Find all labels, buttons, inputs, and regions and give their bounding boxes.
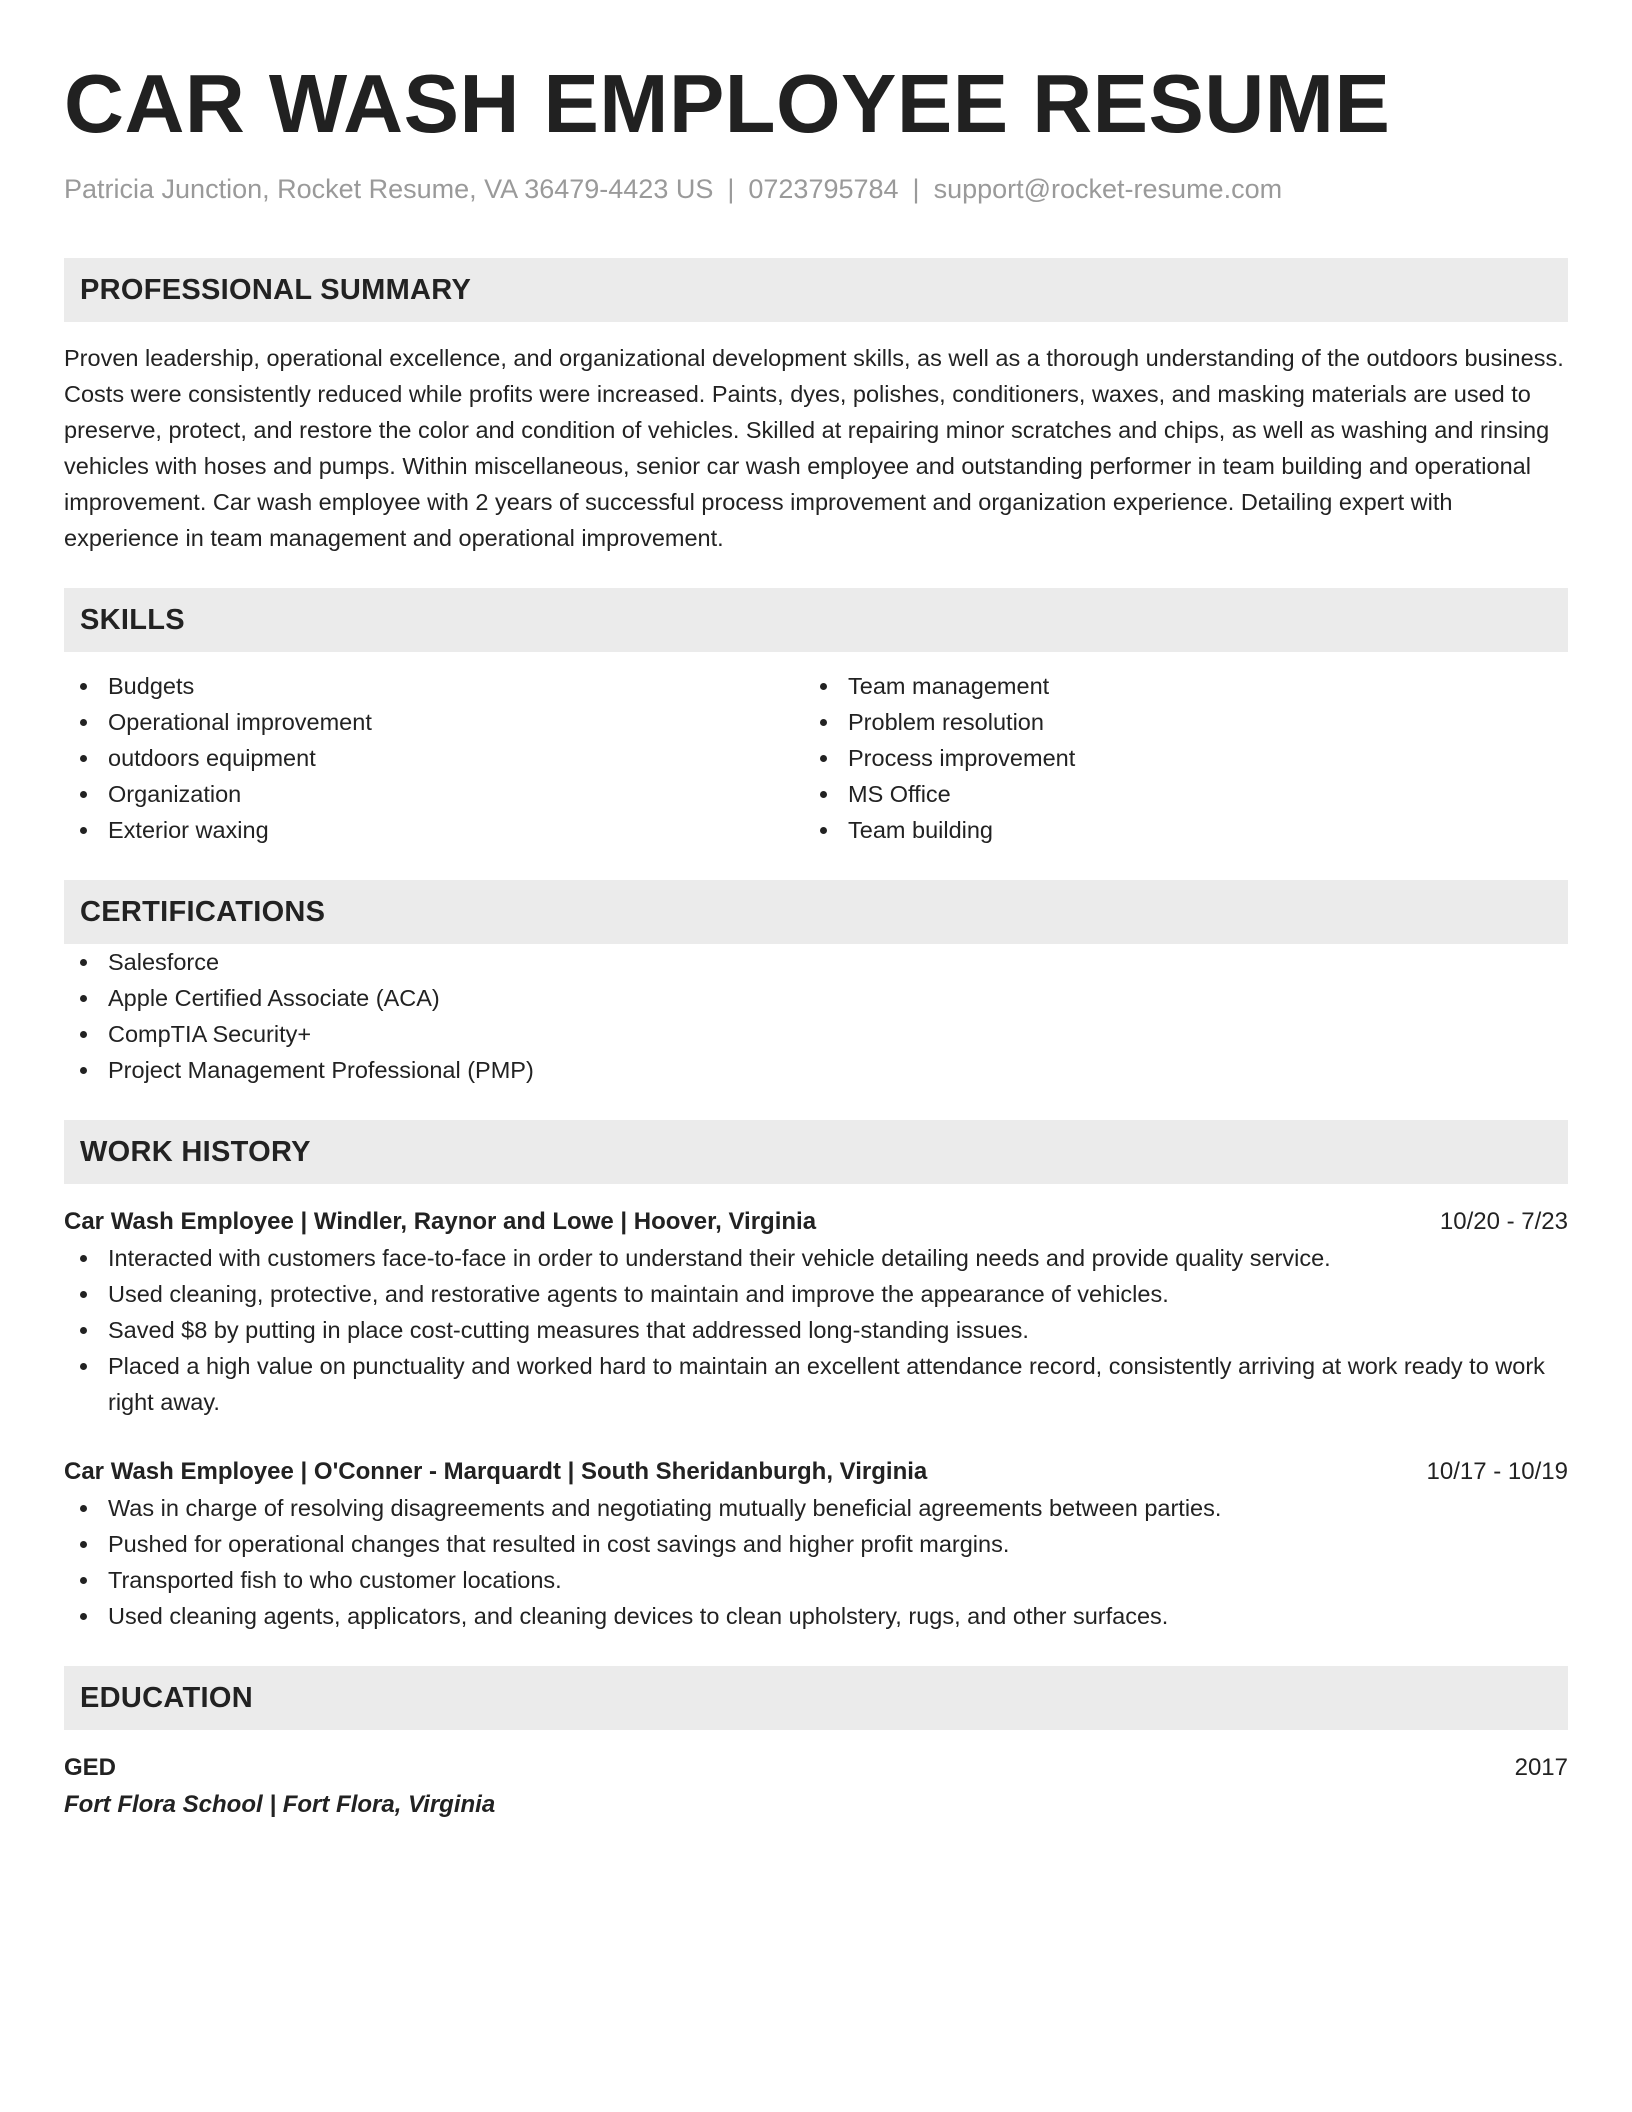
skill-label: Team building xyxy=(848,817,994,843)
job-dates: 10/20 - 7/23 xyxy=(1439,1208,1568,1235)
skill-label: Problem resolution xyxy=(848,709,1044,735)
skill-label: outdoors equipment xyxy=(108,745,316,771)
bullet-icon xyxy=(820,755,827,762)
skill-item xyxy=(804,812,1544,848)
section-heading-certifications: CERTIFICATIONS xyxy=(64,880,1568,944)
skill-item xyxy=(804,704,1544,740)
contact-address: Patricia Junction, Rocket Resume, VA 36479-4423 US xyxy=(64,174,714,204)
bullet-icon xyxy=(80,1031,87,1038)
section-heading-education: EDUCATION xyxy=(64,1666,1568,1730)
job-bullet xyxy=(64,1598,1568,1634)
job-bullet xyxy=(64,1562,1568,1598)
job-bullet xyxy=(64,1526,1568,1562)
certification-label: Salesforce xyxy=(108,949,220,975)
skills-grid xyxy=(64,668,1568,848)
skill-item xyxy=(804,668,1544,704)
skill-label: Budgets xyxy=(108,673,195,699)
skill-label: Operational improvement xyxy=(108,709,372,735)
job-title: Car Wash Employee | Windler, Raynor and Lowe | Hoover, Virginia xyxy=(64,1208,817,1235)
certification-item xyxy=(64,1016,1568,1052)
bullet-icon xyxy=(80,755,87,762)
job-bullet xyxy=(64,1490,1568,1526)
job-header xyxy=(64,1454,1568,1490)
job-bullet-text: Transported fish to who customer locations. xyxy=(108,1567,562,1593)
bullet-icon xyxy=(80,1327,87,1334)
bullet-icon xyxy=(80,1613,87,1620)
resume-title: CAR WASH EMPLOYEE RESUME xyxy=(64,57,1391,150)
certification-item xyxy=(64,944,1568,980)
skill-item xyxy=(64,668,804,704)
contact-separator: | xyxy=(727,174,735,204)
education-entry xyxy=(64,1750,1568,1824)
skill-label: Organization xyxy=(108,781,242,807)
skill-label: Team management xyxy=(848,673,1050,699)
job-bullet xyxy=(64,1240,1568,1276)
job-header xyxy=(64,1204,1568,1240)
education-year: 2017 xyxy=(1514,1754,1568,1781)
education-school: Fort Flora School | Fort Flora, Virginia xyxy=(64,1791,496,1818)
job-entry xyxy=(64,1204,1568,1420)
job-bullet xyxy=(64,1312,1568,1348)
skill-label: Exterior waxing xyxy=(108,817,269,843)
bullet-icon xyxy=(820,827,827,834)
summary-paragraph: Proven leadership, operational excellence, and organizational development skills, as well as a thorough understanding of the outdoors business. Costs were consistently reduced while profits were increased. Paints, dyes, polishes, conditioners, waxes, and masking materials are used to preserve, protect, and restore the color and condition of vehicles. Skilled at repairing minor scratches and chips, as well as washing and rinsing vehicles with hoses and pumps. Within miscellaneous, senior car wash employee and outstanding performer in team building and operational improvement. Car wash employee with 2 years of successful process improvement and organization experience. Detailing expert with experience in team management and operational improvement. xyxy=(64,345,1564,551)
education-header xyxy=(64,1750,1568,1786)
bullet-icon xyxy=(80,1255,87,1262)
section-heading-work-history: WORK HISTORY xyxy=(64,1120,1568,1184)
bullet-icon xyxy=(80,1291,87,1298)
job-title: Car Wash Employee | O'Conner - Marquardt | South Sheridanburgh, Virginia xyxy=(64,1458,928,1485)
job-bullet-text: Interacted with customers face-to-face in order to understand their vehicle detailing needs and provide quality service. xyxy=(108,1245,1331,1271)
bullet-icon xyxy=(80,791,87,798)
education-degree: GED xyxy=(64,1754,117,1781)
bullet-icon xyxy=(80,827,87,834)
bullet-icon xyxy=(80,1577,87,1584)
skill-item xyxy=(804,776,1544,812)
bullet-icon xyxy=(80,683,87,690)
bullet-icon xyxy=(80,1067,87,1074)
bullet-icon xyxy=(80,1541,87,1548)
skill-item xyxy=(64,740,804,776)
job-bullet-list xyxy=(64,1240,1568,1420)
contact-email: support@rocket-resume.com xyxy=(933,174,1283,204)
job-bullet xyxy=(64,1348,1568,1420)
section-heading-skills: SKILLS xyxy=(64,588,1568,652)
certification-label: CompTIA Security+ xyxy=(108,1021,312,1047)
skills-column-left xyxy=(64,668,804,848)
certification-item xyxy=(64,980,1568,1016)
job-bullet-text: Used cleaning agents, applicators, and cleaning devices to clean upholstery, rugs, and other surfaces. xyxy=(108,1603,1169,1629)
certification-label: Project Management Professional (PMP) xyxy=(108,1057,534,1083)
skill-label: Process improvement xyxy=(848,745,1076,771)
job-bullet-text: Saved $8 by putting in place cost-cutting measures that addressed long-standing issues. xyxy=(108,1317,1029,1343)
skill-item xyxy=(64,812,804,848)
job-bullet-text: Pushed for operational changes that resulted in cost savings and higher profit margins. xyxy=(108,1531,1010,1557)
bullet-icon xyxy=(820,791,827,798)
contact-phone: 0723795784 xyxy=(748,174,899,204)
bullet-icon xyxy=(80,995,87,1002)
contact-line xyxy=(64,172,1568,206)
skills-column-right xyxy=(804,668,1544,848)
bullet-icon xyxy=(80,1505,87,1512)
section-heading-summary: PROFESSIONAL SUMMARY xyxy=(64,258,1568,322)
bullet-icon xyxy=(80,719,87,726)
job-dates: 10/17 - 10/19 xyxy=(1426,1458,1568,1485)
certification-label: Apple Certified Associate (ACA) xyxy=(108,985,440,1011)
skill-label: MS Office xyxy=(848,781,951,807)
job-entry xyxy=(64,1454,1568,1634)
certification-item xyxy=(64,1052,1568,1088)
skill-item xyxy=(64,776,804,812)
job-bullet-text: Placed a high value on punctuality and worked hard to maintain an excellent attendance record, consistently arriving at work ready to work right away. xyxy=(108,1353,1545,1415)
job-bullet-list xyxy=(64,1490,1568,1634)
job-bullet-text: Was in charge of resolving disagreements and negotiating mutually beneficial agreements between parties. xyxy=(108,1495,1222,1521)
job-bullet-text: Used cleaning, protective, and restorative agents to maintain and improve the appearance of vehicles. xyxy=(108,1281,1169,1307)
bullet-icon xyxy=(80,959,87,966)
bullet-icon xyxy=(80,1363,87,1370)
skill-item xyxy=(804,740,1544,776)
bullet-icon xyxy=(820,683,827,690)
skill-item xyxy=(64,704,804,740)
bullet-icon xyxy=(820,719,827,726)
certification-list xyxy=(64,944,1568,1088)
job-bullet xyxy=(64,1276,1568,1312)
contact-separator: | xyxy=(912,174,920,204)
